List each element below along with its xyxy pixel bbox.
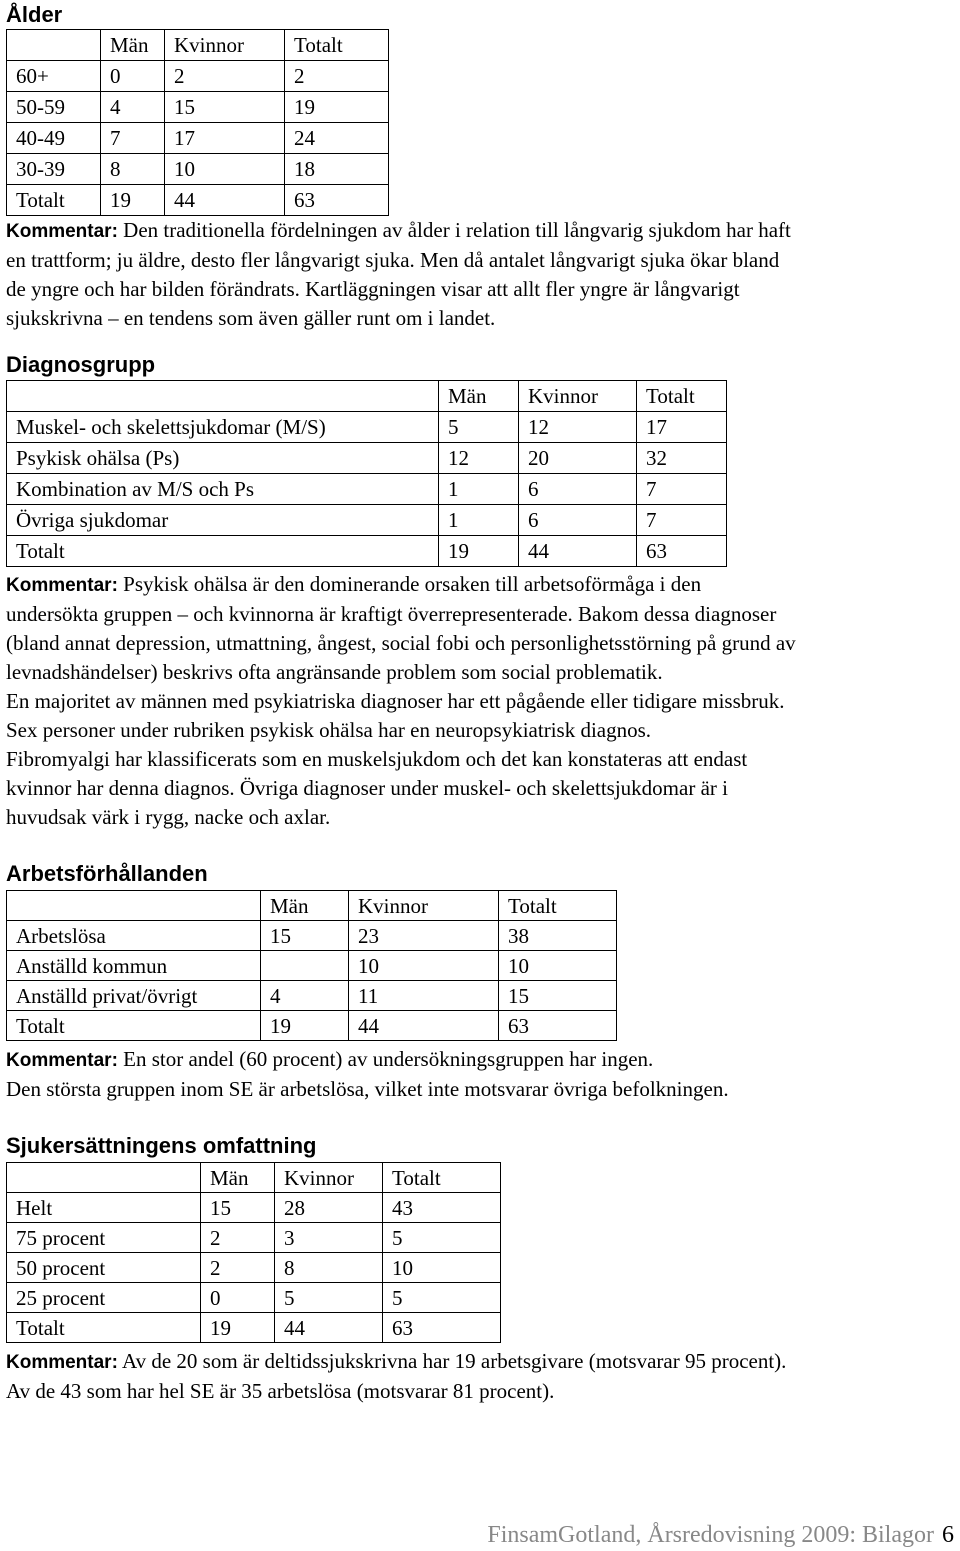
table-header-cell: Kvinnor (165, 30, 285, 61)
table-row (7, 92, 389, 123)
table-cell: 75 procent (7, 1223, 201, 1253)
comment-label: Kommentar: (6, 1050, 118, 1071)
comment-label: Kommentar: (6, 1352, 118, 1373)
table-row (7, 474, 727, 505)
diagnosis-comment-line: undersökta gruppen – och kvinnorna är kraftigt överrepresenterade. Bakom dessa diagnoser (6, 602, 777, 626)
table-cell: 44 (165, 185, 285, 216)
table-cell: Övriga sjukdomar (7, 505, 439, 536)
table-row (7, 921, 617, 951)
diagnosis-table-body (7, 381, 727, 567)
table-cell: 1 (439, 505, 519, 536)
table-cell: Arbetslösa (7, 921, 261, 951)
table-cell: 5 (275, 1283, 383, 1313)
footer-text: FinsamGotland, Årsredovisning 2009: Bilagor (487, 1522, 934, 1548)
table-header-cell: Män (101, 30, 165, 61)
table-cell: 63 (637, 536, 727, 567)
diagnosis-comment (6, 570, 956, 832)
table-row (7, 505, 727, 536)
table-row (7, 154, 389, 185)
age-comment-line: Kommentar: Den traditionella fördelningen av ålder i relation till långvarig sjukdom har haft (6, 218, 791, 242)
table-cell: 5 (439, 412, 519, 443)
table-cell: 8 (101, 154, 165, 185)
table-cell: 25 procent (7, 1283, 201, 1313)
work-comment (6, 1045, 956, 1104)
table-cell: 10 (499, 951, 617, 981)
table-header-row (7, 1163, 501, 1193)
page-footer (487, 1522, 954, 1549)
table-cell: 20 (519, 443, 637, 474)
table-header-cell: Kvinnor (275, 1163, 383, 1193)
table-cell: 3 (275, 1223, 383, 1253)
table-cell: 11 (349, 981, 499, 1011)
table-header-row (7, 381, 727, 412)
table-header-cell: Män (201, 1163, 275, 1193)
table-cell: 44 (275, 1313, 383, 1343)
table-cell: 40-49 (7, 123, 101, 154)
table-cell: Helt (7, 1193, 201, 1223)
table-cell: 17 (165, 123, 285, 154)
table-header-cell: Totalt (383, 1163, 501, 1193)
table-cell: 2 (201, 1223, 275, 1253)
table-header-cell (7, 1163, 201, 1193)
table-row (7, 1223, 501, 1253)
table-cell: 4 (261, 981, 349, 1011)
section-title-age: Ålder (6, 2, 63, 27)
table-header-cell: Kvinnor (519, 381, 637, 412)
table-cell: 24 (285, 123, 389, 154)
extent-comment-line: Av de 43 som har hel SE är 35 arbetslösa (motsvarar 81 procent). (6, 1379, 555, 1403)
table-cell: 2 (285, 61, 389, 92)
table-cell: 15 (165, 92, 285, 123)
extent-comment (6, 1347, 956, 1406)
table-header-row (7, 30, 389, 61)
table-header-cell: Totalt (637, 381, 727, 412)
table-row (7, 443, 727, 474)
table-cell: 19 (201, 1313, 275, 1343)
table-cell: 30-39 (7, 154, 101, 185)
table-cell: 7 (101, 123, 165, 154)
diagnosis-comment-line: Fibromyalgi har klassificerats som en muskelsjukdom och det kan konstateras att endast (6, 747, 748, 771)
table-cell: 15 (201, 1193, 275, 1223)
table-cell: Totalt (7, 185, 101, 216)
table-cell: 23 (349, 921, 499, 951)
diagnosis-comment-line: En majoritet av männen med psykiatriska diagnoser har ett pågående eller tidigare missbruk. (6, 689, 785, 713)
table-row (7, 951, 617, 981)
table-cell: 8 (275, 1253, 383, 1283)
table-cell: 44 (519, 536, 637, 567)
diagnosis-table (6, 380, 727, 567)
section-title-work: Arbetsförhållanden (6, 861, 208, 886)
table-header-cell: Totalt (499, 891, 617, 921)
table-row (7, 1253, 501, 1283)
table-cell: 12 (439, 443, 519, 474)
page-number: 6 (942, 1522, 954, 1548)
table-header-cell: Män (439, 381, 519, 412)
table-header-row (7, 891, 617, 921)
table-row (7, 61, 389, 92)
table-cell: 60+ (7, 61, 101, 92)
table-cell: 18 (285, 154, 389, 185)
table-cell: 28 (275, 1193, 383, 1223)
section-title-diagnosis: Diagnosgrupp (6, 352, 156, 377)
work-comment-line: Kommentar: En stor andel (60 procent) av undersökningsgruppen har ingen. (6, 1047, 654, 1071)
table-cell: 19 (261, 1011, 349, 1041)
table-cell: 63 (499, 1011, 617, 1041)
age-comment-line: en trattform; ju äldre, desto fler långvarigt sjuka. Men då antalet långvarigt sjuka ökar bland (6, 248, 780, 272)
table-row (7, 981, 617, 1011)
table-row (7, 1313, 501, 1343)
table-cell: 44 (349, 1011, 499, 1041)
work-table-body (7, 891, 617, 1041)
work-comment-line: Den största gruppen inom SE är arbetslösa, vilket inte motsvarar övriga befolkningen. (6, 1077, 729, 1101)
age-comment (6, 216, 956, 333)
table-cell: 19 (439, 536, 519, 567)
table-cell: 10 (349, 951, 499, 981)
work-table (6, 890, 617, 1041)
table-row (7, 412, 727, 443)
table-row (7, 185, 389, 216)
table-cell: Anställd privat/övrigt (7, 981, 261, 1011)
table-cell: 2 (165, 61, 285, 92)
table-cell: Kombination av M/S och Ps (7, 474, 439, 505)
diagnosis-comment-line: (bland annat depression, utmattning, ångest, social fobi och personlighetsstörning på grund av (6, 631, 796, 655)
table-cell: 43 (383, 1193, 501, 1223)
table-cell: 7 (637, 505, 727, 536)
age-table (6, 29, 389, 216)
table-cell: 32 (637, 443, 727, 474)
table-row (7, 1193, 501, 1223)
table-cell: 19 (101, 185, 165, 216)
table-header-cell: Totalt (285, 30, 389, 61)
table-header-cell: Män (261, 891, 349, 921)
section-title-extent: Sjukersättningens omfattning (6, 1133, 317, 1158)
table-cell: 17 (637, 412, 727, 443)
table-cell: 0 (101, 61, 165, 92)
table-row (7, 1011, 617, 1041)
table-cell: 5 (383, 1223, 501, 1253)
table-header-cell: Kvinnor (349, 891, 499, 921)
table-cell: 50-59 (7, 92, 101, 123)
table-cell (261, 951, 349, 981)
table-cell: 50 procent (7, 1253, 201, 1283)
extent-comment-line: Kommentar: Av de 20 som är deltidssjukskrivna har 19 arbetsgivare (motsvarar 95 procent). (6, 1349, 787, 1373)
diagnosis-comment-line: levnadshändelser) beskrivs ofta angränsande problem som social problematik. (6, 660, 663, 684)
table-cell: 15 (499, 981, 617, 1011)
table-header-cell (7, 891, 261, 921)
diagnosis-comment-line: huvudsak värk i rygg, nacke och axlar. (6, 805, 331, 829)
table-cell: 63 (383, 1313, 501, 1343)
table-cell: 0 (201, 1283, 275, 1313)
table-cell: 1 (439, 474, 519, 505)
age-comment-line: sjukskrivna – en tendens som även gäller runt om i landet. (6, 306, 496, 330)
diagnosis-comment-line: kvinnor har denna diagnos. Övriga diagnoser under muskel- och skelettsjukdomar är i (6, 776, 728, 800)
comment-label: Kommentar: (6, 221, 118, 242)
table-cell: 63 (285, 185, 389, 216)
table-cell: 12 (519, 412, 637, 443)
extent-table-body (7, 1163, 501, 1343)
table-header-cell (7, 381, 439, 412)
table-cell: Totalt (7, 536, 439, 567)
table-cell: 4 (101, 92, 165, 123)
comment-label: Kommentar: (6, 575, 118, 596)
table-cell: 19 (285, 92, 389, 123)
table-cell: 2 (201, 1253, 275, 1283)
extent-table (6, 1162, 501, 1343)
table-cell: 6 (519, 505, 637, 536)
table-row (7, 123, 389, 154)
diagnosis-comment-line: Kommentar: Psykisk ohälsa är den dominerande orsaken till arbetsoförmåga i den (6, 572, 702, 596)
table-cell: 10 (383, 1253, 501, 1283)
table-cell: 7 (637, 474, 727, 505)
table-cell: 38 (499, 921, 617, 951)
table-cell: Totalt (7, 1011, 261, 1041)
table-cell: Psykisk ohälsa (Ps) (7, 443, 439, 474)
table-cell: 6 (519, 474, 637, 505)
table-row (7, 1283, 501, 1313)
table-cell: 15 (261, 921, 349, 951)
diagnosis-comment-line: Sex personer under rubriken psykisk ohälsa har en neuropsykiatrisk diagnos. (6, 718, 652, 742)
table-cell: Anställd kommun (7, 951, 261, 981)
age-table-body (7, 30, 389, 216)
table-cell: Totalt (7, 1313, 201, 1343)
age-comment-line: de yngre och har bilden förändrats. Kartläggningen visar att allt fler yngre är långvarigt (6, 277, 740, 301)
table-header-cell (7, 30, 101, 61)
table-row (7, 536, 727, 567)
table-cell: 5 (383, 1283, 501, 1313)
table-cell: Muskel- och skelettsjukdomar (M/S) (7, 412, 439, 443)
table-cell: 10 (165, 154, 285, 185)
